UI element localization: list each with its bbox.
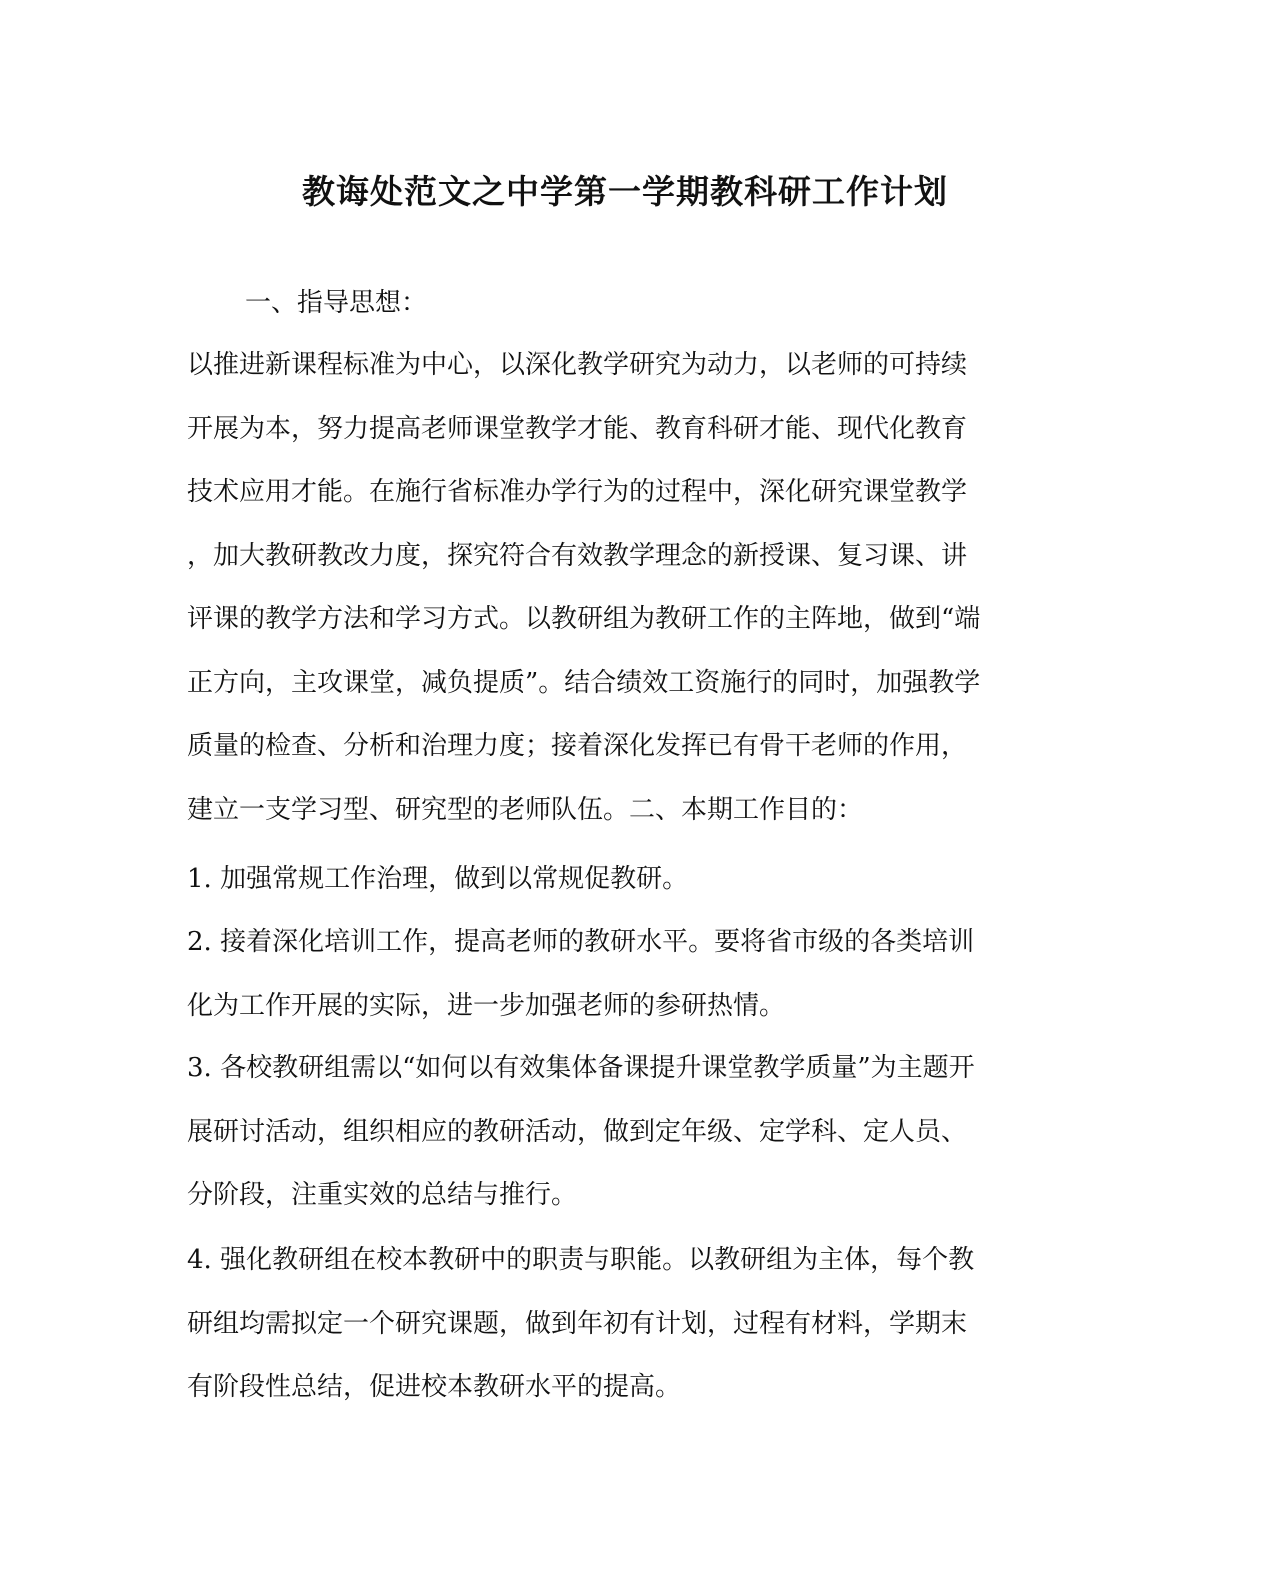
list-item-line: 展研讨活动，组织相应的教研活动，做到定年级、定学科、定人员、: [187, 1116, 968, 1147]
list-item-line: 研组均需拟定一个研究课题，做到年初有计划，过程有材料，学期末: [187, 1308, 968, 1339]
list-item-4: [187, 1229, 1067, 1420]
paragraph-line: 质量的检查、分析和治理力度；接着深化发挥已有骨干老师的作用，: [187, 731, 968, 761]
document-title: 教诲处范文之中学第一学期教科研工作计划: [302, 172, 948, 211]
list-item-line: 3. 各校教研组需以“如何以有效集体备课提升课堂教学质量”为主题开: [187, 1053, 975, 1083]
paragraph-line: 以推进新课程标准为中心，以深化教学研究为动力，以老师的可持续: [187, 350, 968, 380]
list-item-1: [187, 848, 1067, 912]
paragraph-guiding-ideology: [187, 334, 1067, 842]
paragraph-line: 技术应用才能。在施行省标准办学行为的过程中，深化研究课堂教学: [187, 477, 968, 507]
list-item-line: 分阶段，注重实效的总结与推行。: [187, 1180, 578, 1210]
list-item-line: 化为工作开展的实际，进一步加强老师的参研热情。: [187, 990, 786, 1021]
list-item-line: 1. 加强常规工作治理，做到以常规促教研。: [187, 864, 689, 894]
section-heading-guiding-ideology: 一、指导思想：: [245, 288, 428, 318]
paragraph-line: ，加大教研教改力度，探究符合有效教学理念的新授课、复习课、讲: [187, 540, 968, 571]
paragraph-line: 建立一支学习型、研究型的老师队伍。二、本期工作目的：: [187, 794, 864, 825]
paragraph-line: 评课的教学方法和学习方式。以教研组为教研工作的主阵地，做到“端: [187, 604, 981, 634]
paragraph-line: 开展为本，努力提高老师课堂教学才能、教育科研才能、现代化教育: [187, 413, 968, 444]
list-item-3: [187, 1037, 1067, 1228]
paragraph-line: 正方向，主攻课堂，减负提质”。结合绩效工资施行的同时，加强教学: [187, 667, 981, 698]
list-item-2: [187, 911, 1067, 1038]
list-item-line: 4. 强化教研组在校本教研中的职责与职能。以教研组为主体，每个教: [187, 1245, 975, 1275]
list-item-line: 有阶段性总结，促进校本教研水平的提高。: [187, 1372, 682, 1402]
list-item-line: 2. 接着深化培训工作，提高老师的教研水平。要将省市级的各类培训: [187, 927, 975, 957]
